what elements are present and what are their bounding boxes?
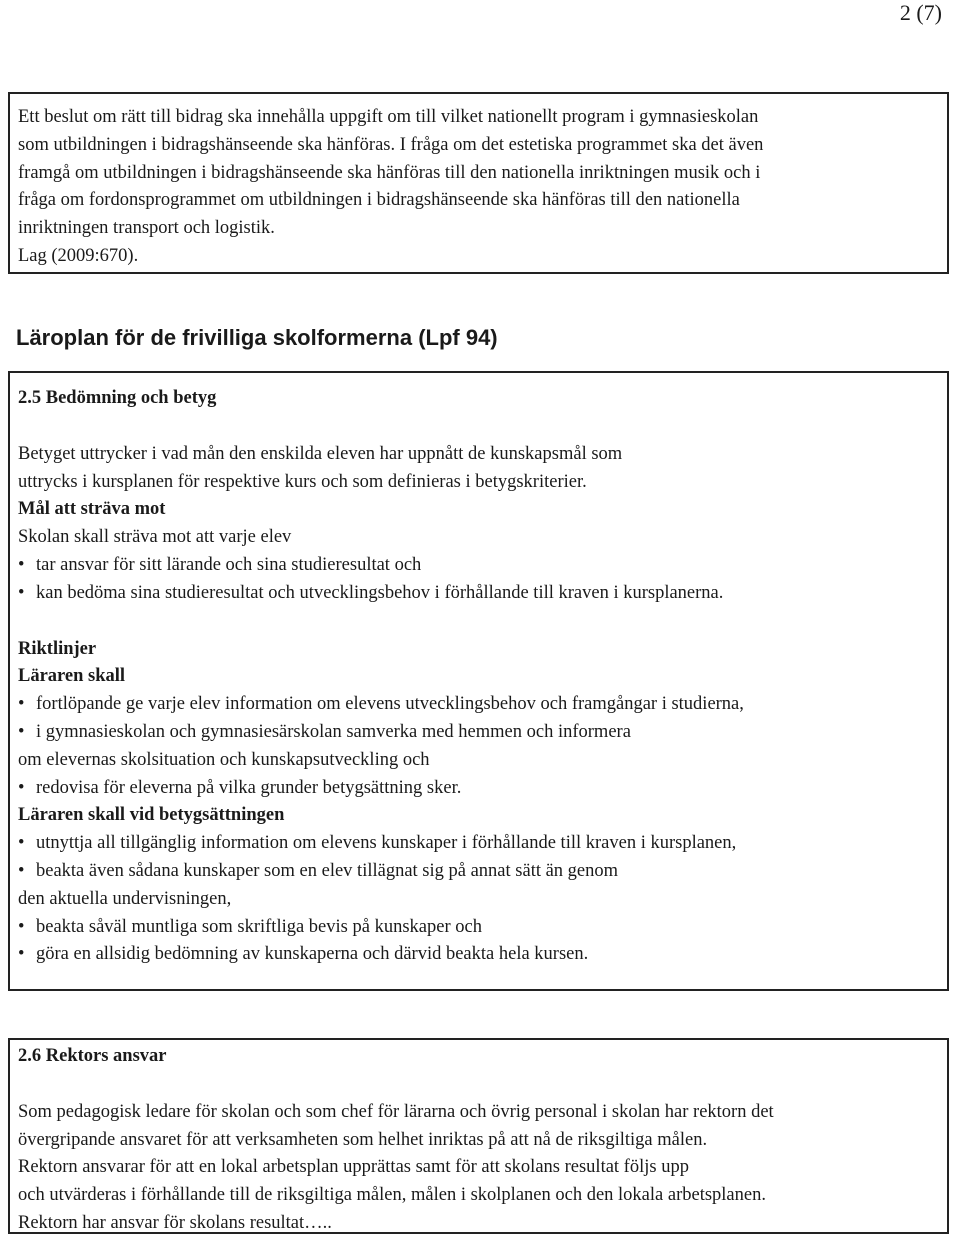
text-line: Betyget uttrycker i vad mån den enskilda eleven har uppnått de kunskapsmål som (18, 443, 623, 464)
page-number: 2 (7) (899, 0, 942, 25)
bullet-icon: • (18, 582, 25, 603)
bullet-icon: • (18, 721, 25, 742)
text-line: Som pedagogisk ledare för skolan och som chef för lärarna och övrig personal i skolan har rektorn det (18, 1101, 774, 1122)
bullet-icon: • (18, 554, 25, 575)
list-item: • beakta även sådana kunskaper som en elev tillägnat sig på annat sätt än genom (18, 858, 939, 886)
section-heading: Läroplan för de frivilliga skolformerna (Lpf 94) (16, 325, 498, 350)
text-line: Skolan skall sträva mot att varje elev (18, 527, 292, 548)
list-item: • beakta såväl muntliga som skriftliga bevis på kunskaper och (18, 914, 939, 942)
law-excerpt-box (8, 92, 949, 274)
text-line: Rektorn har ansvar för skolans resultat….. (18, 1212, 332, 1233)
section-title: 2.5 Bedömning och betyg (18, 388, 217, 408)
list-item: • kan bedöma sina studieresultat och utvecklingsbehov i förhållande till kraven i kursplanerna. (18, 580, 939, 608)
list-item: • göra en allsidig bedömning av kunskaperna och därvid beakta hela kursen. (18, 941, 939, 969)
text-line: framgå om utbildningen i bidragshänseende ska hänföras till den nationella inriktningen musik och i (18, 162, 761, 183)
bullet-icon: • (18, 860, 25, 881)
bullet-icon: • (18, 694, 25, 715)
text-line: Ett beslut om rätt till bidrag ska innehålla uppgift om till vilket nationellt program i gymnasieskolan (18, 107, 759, 127)
bullet-icon: • (18, 916, 25, 937)
bullet-icon: • (18, 944, 25, 965)
subheading: Läraren skall vid betygsättningen (18, 805, 285, 826)
text-line: uttrycks i kursplanen för respektive kurs och som definieras i betygskriterier. (18, 471, 587, 492)
list-item: • i gymnasieskolan och gymnasiesärskolan samverka med hemmen och informera (18, 719, 939, 747)
text-line: den aktuella undervisningen, (18, 888, 232, 909)
principal-responsibility-box (8, 1038, 949, 1234)
text-line: övergripande ansvaret för att verksamheten som helhet inriktas på att nå de riksgiltiga målen. (18, 1129, 708, 1150)
subheading: Läraren skall (18, 666, 126, 687)
assessment-box (8, 371, 949, 991)
list-item: • redovisa för eleverna på vilka grunder betygsättning sker. (18, 775, 939, 803)
text-line: som utbildningen i bidragshänseende ska hänföras. I fråga om det estetiska programmet ska det även (18, 134, 764, 155)
list-item: • utnyttja all tillgänglig information om elevens kunskaper i förhållande till kraven i kursplanen, (18, 830, 939, 858)
list-item: • fortlöpande ge varje elev information om elevens utvecklingsbehov och framgångar i studierna, (18, 691, 939, 719)
text-line: om elevernas skolsituation och kunskapsutveckling och (18, 749, 430, 770)
law-reference: Lag (2009:670). (18, 245, 139, 266)
list-item: • tar ansvar för sitt lärande och sina studieresultat och (18, 552, 939, 580)
bullet-icon: • (18, 777, 25, 798)
bullet-icon: • (18, 833, 25, 854)
subheading: Riktlinjer (18, 638, 97, 659)
section-title: 2.6 Rektors ansvar (18, 1046, 167, 1066)
text-line: inriktningen transport och logistik. (18, 218, 275, 239)
subheading: Mål att sträva mot (18, 499, 166, 520)
text-line: och utvärderas i förhållande till de riksgiltiga målen, målen i skolplanen och den lokala arbetsplanen. (18, 1185, 766, 1206)
text-line: Rektorn ansvarar för att en lokal arbetsplan upprättas samt för att skolans resultat följs upp (18, 1157, 689, 1178)
text-line: fråga om fordonsprogrammet om utbildningen i bidragshänseende ska hänföras till den nationella (18, 190, 740, 211)
